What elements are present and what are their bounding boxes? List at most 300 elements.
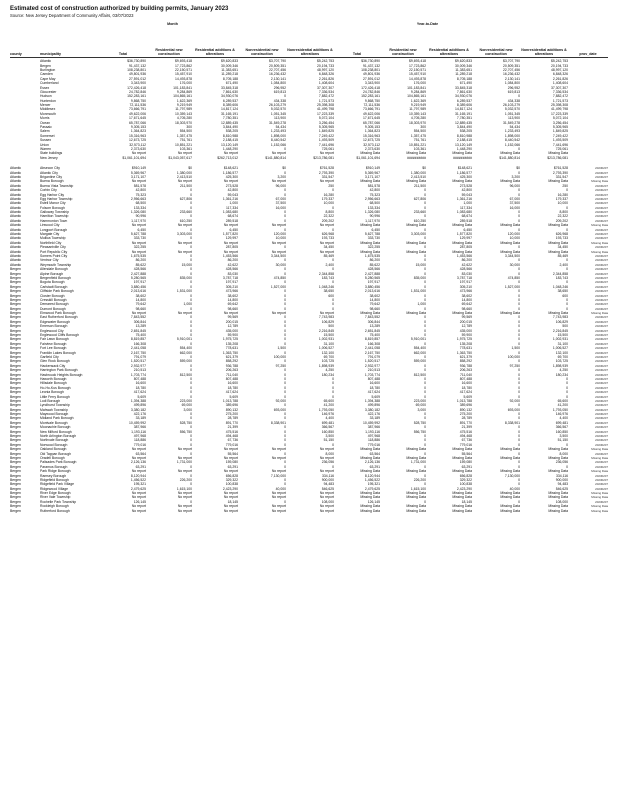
cell-col-5: 0 <box>284 438 286 443</box>
cell-col-4: 8,389,606 <box>222 103 238 108</box>
cell-col-11: 0 <box>566 258 568 263</box>
cell-col-0: Bergen <box>10 333 21 338</box>
cell-col-2: 91,437,132 <box>129 63 146 68</box>
cell-col-2: $36,730,890 <box>127 59 146 64</box>
cell-col-11: 41,200 <box>557 403 568 408</box>
cell-col-12: 20230207 <box>595 188 608 193</box>
cell-col-9: 779,016 <box>459 442 472 447</box>
cell-col-3: 0 <box>190 464 192 469</box>
cell-col-4: 28,789 <box>227 416 238 421</box>
cell-col-11: 1,006,527 <box>552 346 568 351</box>
cell-col-6: 180,234 <box>321 372 334 377</box>
cell-col-5: 3,344,500 <box>270 254 286 258</box>
cell-col-11: 108,000 <box>555 499 568 504</box>
cell-col-4: No report <box>223 504 238 509</box>
cell-col-4: 197,917 <box>225 280 238 285</box>
cell-col-4: 1,448,290 <box>222 147 238 151</box>
cell-col-8: 0 <box>424 482 426 487</box>
cell-col-5: 0 <box>284 464 286 469</box>
cell-col-7: 65,787,066 <box>363 120 380 125</box>
cell-col-11: Missing Data <box>548 311 568 316</box>
cell-col-3: 2,413,510 <box>176 174 192 179</box>
cell-col-4: 1,013,788 <box>222 398 238 403</box>
cell-col-3: 0 <box>190 442 192 447</box>
cell-col-10: 0 <box>518 328 520 333</box>
cell-col-11: 103,725 <box>555 359 568 364</box>
cell-col-6: 69,700 <box>323 354 334 359</box>
cell-col-2: 2,441,058 <box>130 346 146 351</box>
cell-col-5: 96,000 <box>275 183 286 188</box>
cell-col-2: 5,280,565 <box>130 275 146 280</box>
cell-col-1: Union <box>40 142 49 147</box>
cell-col-2: 15,316,963 <box>129 133 146 138</box>
cell-col-8: 226,200 <box>413 477 426 482</box>
cell-col-1: River Vale Township <box>40 495 71 500</box>
cell-col-1: Pleasantville City <box>40 245 66 250</box>
cell-col-10: 0 <box>518 324 520 329</box>
cell-col-6: 106,829 <box>321 319 334 324</box>
cell-col-2: 12,673,725 <box>129 138 146 143</box>
cell-col-6: 0 <box>332 302 334 307</box>
cell-col-0: Atlantic <box>10 245 22 250</box>
cell-col-3: 1,615,100 <box>176 486 192 491</box>
cell-col-12: 20230207 <box>595 218 608 223</box>
cell-col-9: 1,186,577 <box>456 170 472 175</box>
cell-col-0: Bergen <box>10 275 21 280</box>
cell-col-6: 1,849,825 <box>318 129 334 134</box>
cell-col-3: 0 <box>190 368 192 373</box>
cell-col-11: Missing Data <box>548 491 568 496</box>
cell-col-10: 1,898,000 <box>504 133 520 138</box>
cell-col-0: Bergen <box>10 394 21 399</box>
cell-col-4: 936,788 <box>225 363 238 368</box>
cell-col-12: 20230207 <box>595 275 608 280</box>
cell-col-5: 8,338,901 <box>270 420 286 425</box>
cell-col-2: 8,120,944 <box>130 473 146 478</box>
cell-col-12: 20230207 <box>595 429 608 434</box>
cell-col-8: 3,303,000 <box>410 232 426 237</box>
cell-col-2: 63,291 <box>135 464 146 469</box>
cell-col-2: 3,380,182 <box>130 407 146 412</box>
cell-col-3: 0 <box>190 267 192 272</box>
cell-col-9: 890,132 <box>459 407 472 412</box>
cell-col-6: 0 <box>332 306 334 311</box>
cell-col-11: 725,061 <box>555 147 568 151</box>
cell-col-2: No report <box>131 504 146 509</box>
cell-col-3: 0 <box>190 188 192 193</box>
cell-col-10: 0 <box>518 147 520 151</box>
cell-col-1: Old Tappan Borough <box>40 451 72 456</box>
cell-col-8: 1,731,000 <box>410 460 426 465</box>
cell-col-6: 31,100 <box>323 341 334 346</box>
cell-col-6: 7,336,534 <box>318 89 334 94</box>
cell-col-10: Missing Data <box>500 469 520 474</box>
cell-col-11: 34,450 <box>557 245 568 250</box>
cell-col-10: 3,344,500 <box>504 254 520 258</box>
cell-col-7: 63,564 <box>369 451 380 456</box>
cell-col-3: 0 <box>190 333 192 338</box>
cell-col-5: 0 <box>284 403 286 408</box>
cell-col-0: Bergen <box>10 451 21 456</box>
cell-col-5: 0 <box>284 376 286 381</box>
cell-col-4: 42,622 <box>227 262 238 267</box>
cell-col-8: 233,660 <box>413 210 426 215</box>
cell-col-5: No report <box>271 504 286 509</box>
cell-col-7: 2,956,663 <box>364 196 380 201</box>
cell-col-4: 67,736 <box>227 438 238 443</box>
cell-col-4: 11,289,218 <box>221 72 238 77</box>
cell-col-6: 0 <box>332 376 334 381</box>
cell-col-2: No report <box>131 223 146 228</box>
cell-col-0: Bergen <box>10 293 21 298</box>
cell-col-10: 22,707,456 <box>503 67 520 72</box>
cell-col-8: 0 <box>424 333 426 338</box>
cell-col-6: 8,000 <box>325 451 334 456</box>
cell-col-9: 807,488 <box>459 376 472 381</box>
cell-col-0: Atlantic <box>10 258 22 263</box>
cell-col-3: 104,865,161 <box>173 94 192 99</box>
cell-col-7: 166,308 <box>367 341 380 346</box>
cell-col-4: 711,040 <box>225 372 238 377</box>
cell-col-10: 0 <box>518 372 520 377</box>
cell-col-8: 0 <box>424 416 426 421</box>
cell-col-1: Hasbrouck Heights Borough <box>40 372 83 377</box>
cell-col-12: 20230207 <box>595 499 608 504</box>
header-col-7: Total <box>352 51 362 56</box>
header-col-10: Nonresidential new construction <box>479 47 513 56</box>
cell-col-2: No report <box>131 508 146 513</box>
cell-col-4: 275,200 <box>225 412 238 417</box>
cell-col-1: North Arlington Borough <box>40 434 77 439</box>
cell-col-4: 3,844,490 <box>222 125 238 130</box>
cell-col-6: 6,848,326 <box>318 72 334 77</box>
cell-col-6: 37,307,307 <box>317 85 334 90</box>
cell-col-7: 49,622,006 <box>363 111 380 116</box>
cell-col-11: 2,261,826 <box>552 76 568 81</box>
cell-col-7: 13,289 <box>369 324 380 329</box>
cell-col-8: 0 <box>424 385 426 390</box>
cell-col-7: 210,513 <box>367 368 380 373</box>
cell-col-9: Missing Data <box>452 504 472 509</box>
header-col-3: Residential new construction <box>155 47 183 56</box>
cell-col-4: 435,000 <box>225 328 238 333</box>
cell-col-6: $5,242,753 <box>317 59 334 64</box>
cell-col-3: 10,359,143 <box>175 111 192 116</box>
cell-col-0: Bergen <box>10 460 21 465</box>
cell-col-3: 101,183,841 <box>173 85 192 90</box>
cell-col-1: Egg Harbor City <box>40 192 65 197</box>
cell-col-3: 0 <box>190 324 192 329</box>
cell-col-6: No report <box>319 151 334 156</box>
cell-col-9: 778,631 <box>459 346 472 351</box>
cell-col-3: No report <box>177 223 192 228</box>
cell-col-7: 807,488 <box>367 376 380 381</box>
county-summary-table <box>10 59 608 160</box>
cell-col-6: 3,500 <box>325 434 334 439</box>
cell-col-12: 20230207 <box>595 398 608 403</box>
cell-col-1: Lyndhurst Township <box>40 403 70 408</box>
county-row <box>10 156 608 160</box>
cell-col-8: $9,693,418 <box>409 59 426 64</box>
cell-col-6: 1,002,931 <box>318 337 334 342</box>
cell-col-5: 0 <box>284 385 286 390</box>
cell-col-2: 68,500 <box>135 201 146 206</box>
cell-col-12: Missing Data <box>591 240 608 245</box>
cell-col-9: 30,009,346 <box>455 63 472 68</box>
cell-col-9: 425,300 <box>459 174 472 179</box>
cell-col-5: 0 <box>284 315 286 320</box>
cell-col-8: $0 <box>422 166 426 171</box>
cell-col-0: Bergen <box>10 416 21 421</box>
cell-col-9: 59,900 <box>461 333 472 338</box>
cell-col-4: 7,780,351 <box>222 116 238 121</box>
cell-col-4: No report <box>223 455 238 460</box>
cell-col-6: 4,400 <box>325 416 334 421</box>
cell-col-0: Bergen <box>10 381 21 386</box>
cell-col-1: Fort Lee Borough <box>40 346 67 351</box>
cell-col-6: 600 <box>328 293 334 298</box>
cell-col-3: 211,500 <box>179 183 192 188</box>
cell-col-7: $910,149 <box>365 166 380 171</box>
cell-col-4: 1,453,566 <box>222 254 238 258</box>
cell-col-1: Galloway Township <box>40 210 69 215</box>
cell-col-6: 699,481 <box>321 420 334 425</box>
cell-col-9: $9,620,833 <box>455 59 472 64</box>
cell-col-2: 1,193,116 <box>131 429 146 434</box>
cell-col-12: 20230207 <box>595 354 608 359</box>
cell-col-8: Missing Data <box>406 179 426 184</box>
cell-col-7: 42,800 <box>369 188 380 193</box>
cell-col-5: 1,233,493 <box>270 129 286 134</box>
cell-col-5: 0 <box>284 429 286 434</box>
cell-col-12: 20230207 <box>595 464 608 469</box>
cell-col-11: 1,849,825 <box>552 129 568 134</box>
cell-col-6: 34,450 <box>323 245 334 250</box>
cell-col-3: 0 <box>190 412 192 417</box>
cell-col-9: 12,789 <box>461 324 472 329</box>
cell-col-2: 86,200 <box>135 258 146 263</box>
cell-col-5: 0 <box>284 280 286 285</box>
cell-col-7: Missing Data <box>360 179 380 184</box>
cell-col-1: Northfield City <box>40 240 62 245</box>
cell-col-12 <box>568 156 608 160</box>
municipality-row <box>10 508 608 512</box>
cell-col-5: No report <box>271 249 286 254</box>
cell-col-5: No report <box>271 223 286 228</box>
cell-col-1: Hudson <box>40 94 52 99</box>
cell-col-11: 41,499,798 <box>551 107 568 112</box>
cell-col-1: Burlington <box>40 67 56 72</box>
header-col-8: Residential new construction <box>389 47 417 56</box>
cell-col-8: 0 <box>424 499 426 504</box>
cell-col-9: Missing Data <box>452 491 472 496</box>
cell-col-9: 2,188,415 <box>456 138 472 143</box>
cell-col-10: 0 <box>518 267 520 272</box>
cell-col-6: 1,006,527 <box>318 346 334 351</box>
cell-col-5: 0 <box>284 147 286 151</box>
cell-col-9: Missing Data <box>452 447 472 452</box>
cell-col-3: $9,693,418 <box>175 59 192 64</box>
cell-col-10: 0 <box>518 390 520 395</box>
cell-col-3: 0 <box>190 319 192 324</box>
cell-col-5: 100,000 <box>273 354 286 359</box>
cell-col-3: 18,303,970 <box>175 120 192 125</box>
cell-col-7: 73,666,791 <box>363 107 380 112</box>
cell-col-10: 5,032,570 <box>504 107 520 112</box>
cell-col-1: Hackensack City <box>40 363 66 368</box>
cell-col-0: Bergen <box>10 447 21 452</box>
cell-col-10: 693,000 <box>507 407 520 412</box>
cell-col-6: 0 <box>332 227 334 232</box>
cell-col-6: 0 <box>332 385 334 390</box>
cell-col-8: 0 <box>424 324 426 329</box>
cell-col-8: 10,359,143 <box>409 111 426 116</box>
cell-col-7: 333,730 <box>367 236 380 241</box>
cell-col-7: 79,642 <box>369 302 380 307</box>
cell-col-12: 20230207 <box>595 407 608 412</box>
cell-col-8: 627,806 <box>413 196 426 201</box>
cell-col-8: 559,000 <box>413 359 426 364</box>
cell-col-4: 16,600 <box>227 381 238 386</box>
cell-col-0: Atlantic <box>10 179 22 184</box>
cell-col-5: No report <box>271 491 286 496</box>
cell-col-12: 20230207 <box>595 166 608 171</box>
cell-col-1: Somers Point City <box>40 254 68 258</box>
cell-col-6: 0 <box>332 205 334 210</box>
cell-col-0: Atlantic <box>10 196 22 201</box>
cell-col-8: 0 <box>424 363 426 368</box>
cell-col-3: 0 <box>190 499 192 504</box>
cell-col-2: 2,479,625 <box>130 486 146 491</box>
cell-col-9: 206,263 <box>459 368 472 373</box>
cell-col-5: 67,000 <box>275 196 286 201</box>
cell-col-0: Bergen <box>10 315 21 320</box>
cell-col-4: No report <box>223 151 238 156</box>
cell-col-11: Missing Data <box>548 240 568 245</box>
cell-col-3: 0 <box>190 306 192 311</box>
cell-col-6: 2,216,845 <box>318 328 334 333</box>
cell-col-10: 0 <box>518 188 520 193</box>
cell-col-7: 3,880,456 <box>364 284 380 289</box>
cell-col-7: $36,730,890 <box>361 59 380 64</box>
cell-col-9: 494,468 <box>459 434 472 439</box>
cell-col-3: 69,000 <box>181 403 192 408</box>
cell-col-2: 3,171,107 <box>130 174 146 179</box>
cell-col-12: Missing Data <box>591 495 608 500</box>
cell-col-5: 8,440,542 <box>270 138 286 143</box>
cell-col-6: No report <box>319 455 334 460</box>
cell-col-10: 0 <box>518 333 520 338</box>
cell-col-6: No report <box>319 469 334 474</box>
cell-col-6: 65,600 <box>323 398 334 403</box>
cell-col-2: 1,703,774 <box>130 372 146 377</box>
cell-col-6: 1,493,509 <box>318 138 334 143</box>
cell-col-2: 210,513 <box>133 368 146 373</box>
cell-col-3: 610,250 <box>179 218 192 223</box>
cell-col-10: 0 <box>518 350 520 355</box>
cell-col-7: 3,343,900 <box>364 81 380 86</box>
cell-col-3: 0 <box>190 416 192 421</box>
cell-col-12: 20230207 <box>595 271 608 276</box>
cell-col-4: $9,620,833 <box>221 59 238 64</box>
cell-col-12: 20230207 <box>595 324 608 329</box>
cell-col-2: 16,600 <box>135 381 146 386</box>
cell-col-1: Demarest Borough <box>40 302 69 307</box>
cell-col-2: 32,573,112 <box>129 142 146 147</box>
cell-col-11: Missing Data <box>548 447 568 452</box>
cell-col-2: 1,117,970 <box>131 218 146 223</box>
cell-col-12: 20230207 <box>595 245 608 250</box>
cell-col-11: 900,000 <box>555 477 568 482</box>
cell-col-9: 435,000 <box>459 328 472 333</box>
cell-col-7: 2,479,625 <box>364 486 380 491</box>
cell-col-9: Missing Data <box>452 311 472 316</box>
cell-col-11: 38,650 <box>557 289 568 294</box>
cell-col-1: Cape May <box>40 76 56 81</box>
cell-col-8: 0 <box>424 319 426 324</box>
cell-col-10: 92,000 <box>509 398 520 403</box>
cell-col-3: 0 <box>190 394 192 399</box>
cell-col-9: 6,289,537 <box>456 98 472 103</box>
cell-col-8: 0 <box>424 390 426 395</box>
cell-col-6: 41,499,798 <box>317 107 334 112</box>
cell-col-0: Bergen <box>10 319 21 324</box>
cell-col-6: 48,997,120 <box>317 67 334 72</box>
cell-col-10: 26,103,279 <box>503 103 520 108</box>
cell-col-1: Ridgefield Borough <box>40 477 69 482</box>
cell-col-7: 98,660 <box>369 306 380 311</box>
cell-col-1: Monmouth <box>40 111 57 116</box>
cell-col-8: 0 <box>424 434 426 439</box>
cell-col-6: 1,048,246 <box>318 284 334 289</box>
cell-col-5: 16,000 <box>275 205 286 210</box>
cell-col-9: 621,379 <box>459 354 472 359</box>
cell-col-7: 33,189 <box>369 416 380 421</box>
cell-col-5: 0 <box>284 390 286 395</box>
cell-col-8: 9,219,949 <box>410 103 426 108</box>
cell-col-11: 69,700 <box>557 354 568 359</box>
cell-col-12: 20230207 <box>595 473 608 478</box>
cell-col-1: Mahwah Township <box>40 407 68 412</box>
cell-col-11: 5,305,965 <box>552 125 568 130</box>
cell-col-2: 2,373,630 <box>130 147 146 151</box>
cell-col-8: Missing Data <box>406 151 426 156</box>
cell-col-7: 133,334 <box>367 205 380 210</box>
cell-col-7: 10,459,992 <box>363 420 380 425</box>
cell-col-1: Garfield City <box>40 354 59 359</box>
cell-col-0: Bergen <box>10 302 21 307</box>
cell-col-7: 1,364,823 <box>364 129 380 134</box>
cell-col-0: Bergen <box>10 508 21 513</box>
cell-col-0: Bergen <box>10 280 21 285</box>
cell-col-0: Bergen <box>10 341 21 346</box>
cell-col-5: 434,338 <box>273 98 286 103</box>
cell-col-3: 835,000 <box>179 275 192 280</box>
cell-col-10: 0 <box>518 438 520 443</box>
cell-col-9: 671,490 <box>459 81 472 86</box>
cell-col-8: 18,303,970 <box>409 120 426 125</box>
cell-col-4: 63,291 <box>227 464 238 469</box>
cell-col-10: 16,000 <box>509 205 520 210</box>
cell-col-1: Weymouth Township <box>40 262 72 267</box>
cell-col-7: 387,966 <box>367 425 380 430</box>
cell-col-11: 331,547 <box>555 174 568 179</box>
cell-col-10: 0 <box>518 434 520 439</box>
cell-col-6: 334,116 <box>321 473 334 478</box>
header-col-12: prov_date <box>579 51 597 56</box>
cell-col-2: No report <box>131 491 146 496</box>
cell-col-11: 179,337 <box>555 196 568 201</box>
